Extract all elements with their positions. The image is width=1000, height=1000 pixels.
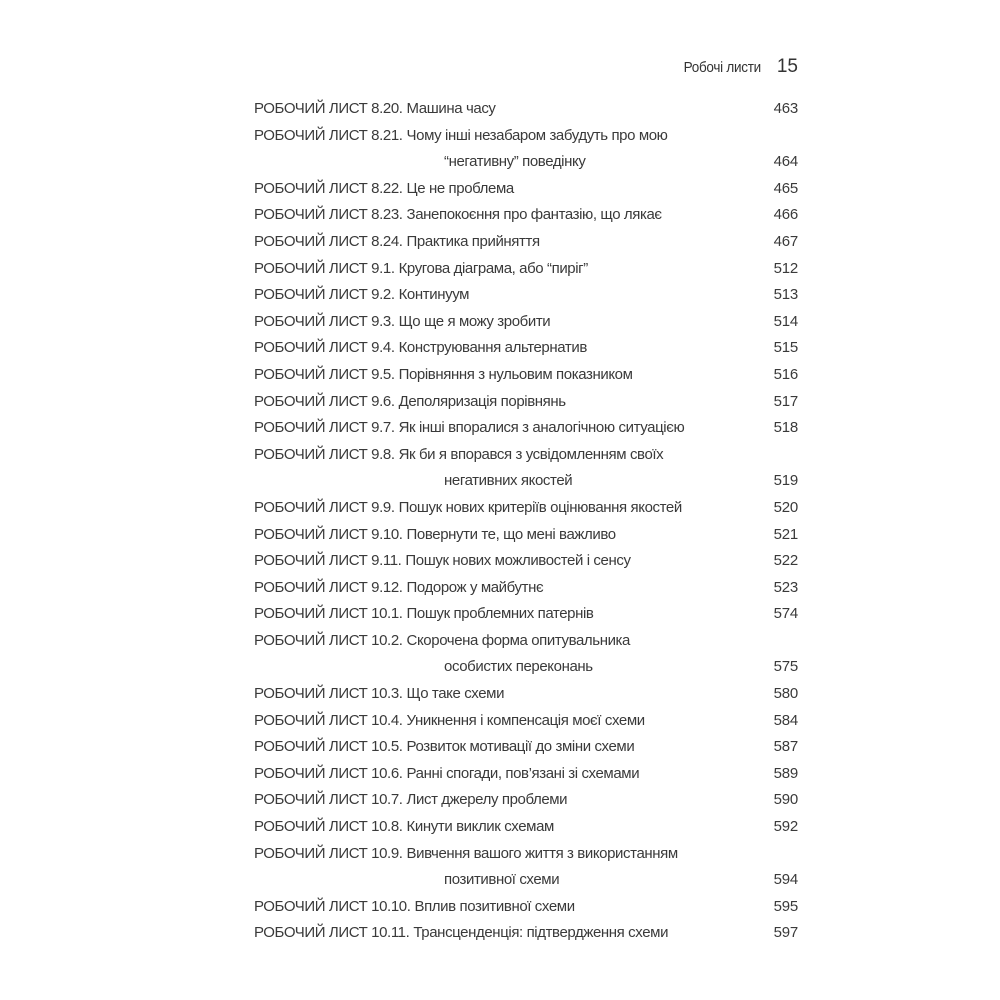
- worksheet-label: РОБОЧИЙ ЛИСТ 10.10.: [254, 897, 411, 915]
- toc-entry[interactable]: [254, 734, 798, 761]
- worksheet-label: РОБОЧИЙ ЛИСТ 9.9.: [254, 498, 395, 516]
- page-ref: 587: [773, 738, 798, 756]
- toc-entry-text: [254, 681, 758, 708]
- toc-entry-text: [254, 96, 758, 123]
- toc-entry-text: [254, 522, 758, 549]
- page-ref: 465: [773, 179, 798, 197]
- table-of-contents: [254, 96, 798, 947]
- running-header: [675, 56, 798, 78]
- toc-entry-text: [254, 362, 758, 389]
- worksheet-label: РОБОЧИЙ ЛИСТ 10.2.: [254, 631, 403, 649]
- worksheet-label: РОБОЧИЙ ЛИСТ 8.23.: [254, 206, 403, 224]
- toc-entry-text: [254, 282, 758, 309]
- worksheet-title: Пошук нових критеріїв оцінювання якостей: [398, 498, 682, 516]
- toc-entry-text: [254, 415, 758, 442]
- page-ref: 592: [773, 818, 798, 836]
- toc-entry-text: [254, 894, 758, 921]
- worksheet-label: РОБОЧИЙ ЛИСТ 9.3.: [254, 312, 395, 330]
- toc-entry-text: [254, 256, 758, 283]
- page-ref: 517: [773, 392, 798, 410]
- worksheet-title: Розвиток мотивації до зміни схеми: [406, 738, 635, 756]
- toc-entry[interactable]: [254, 522, 798, 549]
- toc-entry-text: [254, 442, 758, 495]
- page-ref: 467: [773, 232, 798, 250]
- page-ref: 513: [773, 286, 798, 304]
- worksheet-title: Скорочена форма опитувальника: [406, 631, 630, 649]
- toc-entry-text: [254, 787, 758, 814]
- worksheet-title-continuation: негативних якостей: [444, 472, 573, 490]
- toc-entry[interactable]: [254, 309, 798, 336]
- page-ref: 597: [773, 924, 798, 942]
- toc-entry-text: [254, 335, 758, 362]
- worksheet-title: Вплив позитивної схеми: [414, 897, 575, 915]
- worksheet-label: РОБОЧИЙ ЛИСТ 9.4.: [254, 339, 395, 357]
- toc-entry-text: [254, 495, 758, 522]
- worksheet-label: РОБОЧИЙ ЛИСТ 10.6.: [254, 764, 403, 782]
- section-title: Робочі листи: [683, 59, 761, 76]
- worksheet-label: РОБОЧИЙ ЛИСТ 9.12.: [254, 578, 403, 596]
- page-ref: 516: [773, 365, 798, 383]
- worksheet-label: РОБОЧИЙ ЛИСТ 9.10.: [254, 525, 403, 543]
- toc-entry[interactable]: [254, 176, 798, 203]
- toc-entry[interactable]: [254, 96, 798, 123]
- toc-entry[interactable]: [254, 282, 798, 309]
- toc-entry-text: [254, 601, 758, 628]
- worksheet-label: РОБОЧИЙ ЛИСТ 8.20.: [254, 100, 403, 117]
- toc-entry[interactable]: [254, 708, 798, 735]
- toc-entry-text: [254, 176, 758, 203]
- worksheet-title: Що ще я можу зробити: [398, 312, 551, 330]
- worksheet-label: РОБОЧИЙ ЛИСТ 10.3.: [254, 685, 403, 703]
- worksheet-label: РОБОЧИЙ ЛИСТ 9.6.: [254, 392, 395, 410]
- worksheet-label: РОБОЧИЙ ЛИСТ 9.5.: [254, 365, 395, 383]
- worksheet-label: РОБОЧИЙ ЛИСТ 10.7.: [254, 791, 403, 809]
- page-ref: 515: [773, 339, 798, 357]
- toc-entry[interactable]: [254, 894, 798, 921]
- worksheet-title: Машина часу: [406, 100, 496, 117]
- worksheet-label: РОБОЧИЙ ЛИСТ 10.9.: [254, 844, 403, 862]
- page-ref: 590: [773, 791, 798, 809]
- toc-entry-text: [254, 761, 758, 788]
- worksheet-label: РОБОЧИЙ ЛИСТ 8.21.: [254, 126, 403, 144]
- toc-entry[interactable]: [254, 362, 798, 389]
- worksheet-title: Як би я впорався з усвідомленням своїх: [398, 445, 664, 463]
- toc-entry-text: [254, 229, 758, 256]
- toc-entry[interactable]: [254, 761, 798, 788]
- worksheet-title-continuation: особистих переконань: [444, 658, 593, 676]
- worksheet-title: Лист джерелу проблеми: [406, 791, 568, 809]
- worksheet-label: РОБОЧИЙ ЛИСТ 10.1.: [254, 605, 403, 623]
- worksheet-title: Пошук нових можливостей і сенсу: [405, 552, 631, 570]
- worksheet-label: РОБОЧИЙ ЛИСТ 10.11.: [254, 924, 410, 942]
- worksheet-label: РОБОЧИЙ ЛИСТ 10.5.: [254, 738, 403, 756]
- toc-entry[interactable]: [254, 628, 798, 681]
- worksheet-label: РОБОЧИЙ ЛИСТ 10.4.: [254, 711, 403, 729]
- toc-entry[interactable]: [254, 548, 798, 575]
- worksheet-label: РОБОЧИЙ ЛИСТ 9.1.: [254, 259, 395, 277]
- worksheet-title: Трансценденція: підтвердження схеми: [413, 924, 669, 942]
- worksheet-title: Кинути виклик схемам: [406, 818, 554, 836]
- toc-entry-text: [254, 548, 758, 575]
- page-ref: 519: [773, 472, 798, 490]
- toc-entry[interactable]: [254, 123, 798, 176]
- page-ref: 522: [773, 552, 798, 570]
- worksheet-title: Континуум: [398, 286, 470, 304]
- worksheet-title: Порівняння з нульовим показником: [398, 365, 633, 383]
- toc-entry[interactable]: [254, 495, 798, 522]
- page-ref: 580: [773, 685, 798, 703]
- worksheet-label: РОБОЧИЙ ЛИСТ 9.2.: [254, 286, 395, 304]
- toc-entry[interactable]: [254, 335, 798, 362]
- page-ref: 595: [773, 897, 798, 915]
- worksheet-title: Це не проблема: [406, 179, 514, 197]
- toc-entry[interactable]: [254, 920, 798, 947]
- toc-entry-text: [254, 575, 758, 602]
- worksheet-title-continuation: “негативну” поведінку: [444, 153, 586, 171]
- worksheet-label: РОБОЧИЙ ЛИСТ 10.8.: [254, 818, 403, 836]
- toc-entry[interactable]: [254, 787, 798, 814]
- worksheet-title: Вивчення вашого життя з використанням: [406, 844, 678, 862]
- page-ref: 464: [773, 153, 798, 171]
- toc-entry[interactable]: [254, 681, 798, 708]
- toc-entry-text: [254, 920, 758, 947]
- toc-entry[interactable]: [254, 601, 798, 628]
- page-ref: 574: [773, 605, 798, 623]
- worksheet-title: Чому інші незабаром забудуть про мою: [406, 126, 668, 144]
- page-ref: 575: [773, 658, 798, 676]
- worksheet-title: Деполяризація порівнянь: [398, 392, 566, 410]
- toc-entry-text: [254, 841, 758, 894]
- worksheet-title: Подорож у майбутнє: [406, 578, 544, 596]
- page-ref: 518: [773, 419, 798, 437]
- worksheet-title: Конструювання альтернатив: [398, 339, 587, 357]
- toc-entry-text: [254, 734, 758, 761]
- worksheet-title: Занепокоєння про фантазію, що лякає: [406, 206, 662, 224]
- toc-entry[interactable]: [254, 814, 798, 841]
- toc-entry-text: [254, 123, 758, 176]
- worksheet-title: Уникнення і компенсація моєї схеми: [406, 711, 645, 729]
- page-ref: 594: [773, 871, 798, 889]
- worksheet-label: РОБОЧИЙ ЛИСТ 9.7.: [254, 419, 395, 437]
- toc-entry[interactable]: [254, 415, 798, 442]
- toc-entry-text: [254, 202, 758, 229]
- toc-entry[interactable]: [254, 202, 798, 229]
- page-ref: 589: [773, 764, 798, 782]
- toc-entry[interactable]: [254, 229, 798, 256]
- worksheet-title: Кругова діаграма, або “пиріг”: [398, 259, 588, 277]
- worksheet-label: РОБОЧИЙ ЛИСТ 9.8.: [254, 445, 395, 463]
- worksheet-title-continuation: позитивної схеми: [444, 871, 560, 889]
- page-ref: 512: [773, 259, 798, 277]
- worksheet-label: РОБОЧИЙ ЛИСТ 8.22.: [254, 179, 403, 197]
- toc-entry-text: [254, 814, 758, 841]
- worksheet-title: Повернути те, що мені важливо: [406, 525, 616, 543]
- page-ref: 523: [773, 578, 798, 596]
- toc-entry-text: [254, 309, 758, 336]
- toc-entry[interactable]: [254, 256, 798, 283]
- toc-entry[interactable]: [254, 442, 798, 495]
- page-ref: 520: [773, 498, 798, 516]
- worksheet-title: Ранні спогади, пов’язані зі схемами: [406, 764, 640, 782]
- page-ref: 584: [773, 711, 798, 729]
- toc-entry-text: [254, 708, 758, 735]
- toc-entry[interactable]: [254, 841, 798, 894]
- page-ref: 514: [773, 312, 798, 330]
- toc-entry[interactable]: [254, 575, 798, 602]
- worksheet-title: Пошук проблемних патернів: [406, 605, 594, 623]
- worksheet-title: Як інші впоралися з аналогічною ситуацією: [398, 419, 685, 437]
- worksheet-label: РОБОЧИЙ ЛИСТ 8.24.: [254, 232, 403, 250]
- page-ref: 521: [773, 525, 798, 543]
- toc-entry[interactable]: [254, 389, 798, 416]
- worksheet-title: Що таке схеми: [406, 685, 505, 703]
- page-number: 15: [776, 56, 798, 77]
- page-ref: 466: [773, 206, 798, 224]
- page-ref: 463: [773, 100, 798, 117]
- toc-entry-text: [254, 628, 758, 681]
- worksheet-title: Практика прийняття: [406, 232, 540, 250]
- toc-entry-text: [254, 389, 758, 416]
- worksheet-label: РОБОЧИЙ ЛИСТ 9.11.: [254, 552, 402, 570]
